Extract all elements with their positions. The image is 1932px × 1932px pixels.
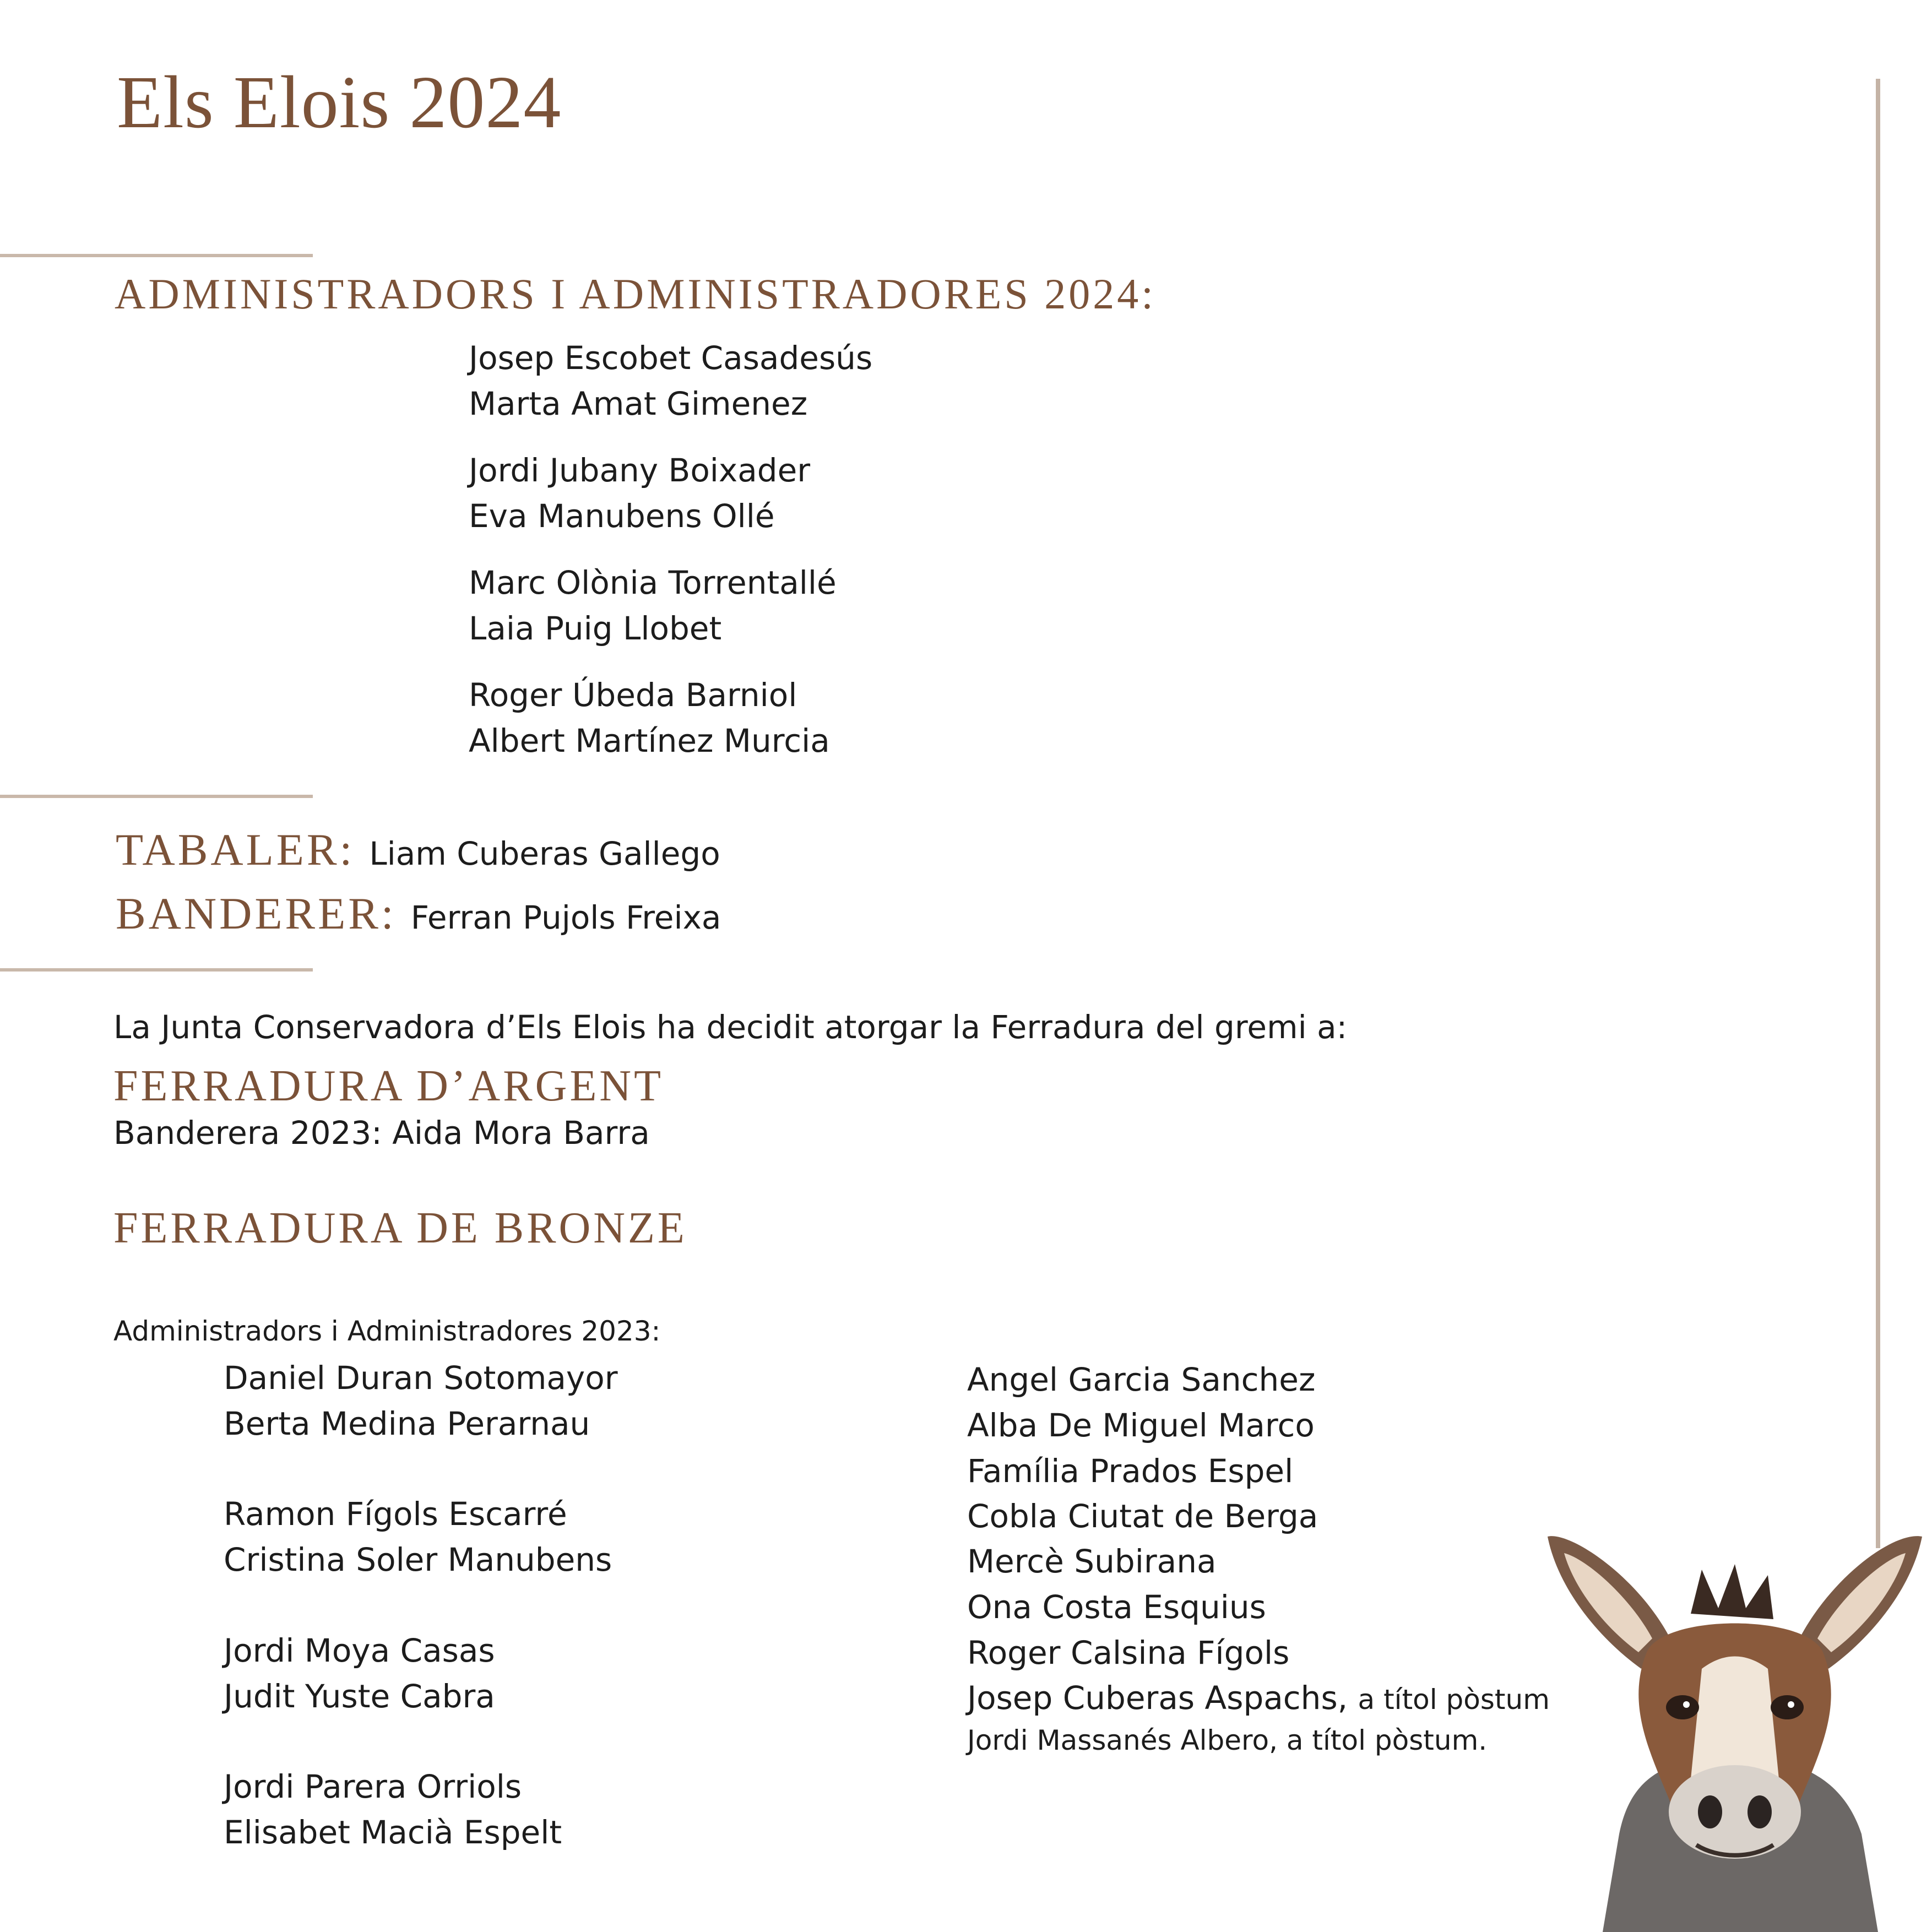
admin-name: Josep Escobet Casadesús <box>469 339 873 377</box>
bronze-name: Berta Medina Perarnau <box>224 1405 590 1442</box>
section-divider <box>0 968 313 972</box>
bronze-name: Judit Yuste Cabra <box>224 1678 495 1715</box>
banderer-line <box>116 888 721 938</box>
ferradura-bronze-heading: FERRADURA DE BRONZE <box>113 1204 687 1252</box>
posthumous-line <box>967 1679 1550 1717</box>
page-title: Els Elois 2024 <box>117 61 562 144</box>
bronze-name: Jordi Parera Orriols <box>224 1768 522 1805</box>
tabaler-name: Liam Cuberas Gallego <box>369 835 720 872</box>
bronze-name: Cristina Soler Manubens <box>224 1541 612 1578</box>
intro-text: La Junta Conservadora d’Els Elois ha decidit atorgar la Ferradura del gremi a: <box>113 1008 1348 1046</box>
banderer-name: Ferran Pujols Freixa <box>410 899 721 936</box>
posthumous-name: Jordi Massanés Albero, a títol pòstum. <box>967 1724 1488 1756</box>
posthumous-name: Josep Cuberas Aspachs, <box>967 1679 1348 1717</box>
bronze-other-name: Angel Garcia Sanchez <box>967 1361 1316 1398</box>
ferradura-argent-text: Banderera 2023: Aida Mora Barra <box>113 1114 650 1152</box>
bronze-other-name: Ona Costa Esquius <box>967 1588 1266 1626</box>
posthumous-note: a títol pòstum <box>1358 1684 1550 1716</box>
admins-2024-heading: ADMINISTRADORS I ADMINISTRADORES 2024: <box>115 270 1156 318</box>
admin-name: Jordi Jubany Boixader <box>469 452 811 489</box>
bronze-other-name: Família Prados Espel <box>967 1452 1294 1490</box>
bronze-subheading: Administradors i Administradores 2023: <box>113 1315 661 1347</box>
ferradura-argent-heading: FERRADURA D’ARGENT <box>113 1062 664 1110</box>
bronze-name: Daniel Duran Sotomayor <box>224 1359 618 1397</box>
bronze-other-name: Mercè Subirana <box>967 1543 1217 1580</box>
section-divider <box>0 795 313 798</box>
tabaler-label: TABALER: <box>116 824 355 875</box>
admin-name: Marta Amat Gimenez <box>469 385 808 422</box>
bronze-other-name: Cobla Ciutat de Berga <box>967 1497 1318 1535</box>
bronze-other-name: Alba De Miguel Marco <box>967 1407 1315 1444</box>
admin-name: Marc Olònia Torrentallé <box>469 564 837 601</box>
admin-name: Albert Martínez Murcia <box>469 722 830 759</box>
section-divider <box>0 254 313 257</box>
vertical-divider <box>1876 79 1880 1548</box>
admin-name: Roger Úbeda Barniol <box>469 676 797 714</box>
donkey-illustration <box>1537 1526 1932 1932</box>
bronze-name: Elisabet Macià Espelt <box>224 1814 562 1851</box>
admin-name: Laia Puig Llobet <box>469 610 722 647</box>
admin-name: Eva Manubens Ollé <box>469 497 775 535</box>
tabaler-line <box>116 824 720 875</box>
bronze-name: Jordi Moya Casas <box>224 1632 495 1669</box>
bronze-name: Ramon Fígols Escarré <box>224 1495 567 1533</box>
banderer-label: BANDERER: <box>116 888 397 938</box>
bronze-other-name: Roger Calsina Fígols <box>967 1634 1290 1671</box>
